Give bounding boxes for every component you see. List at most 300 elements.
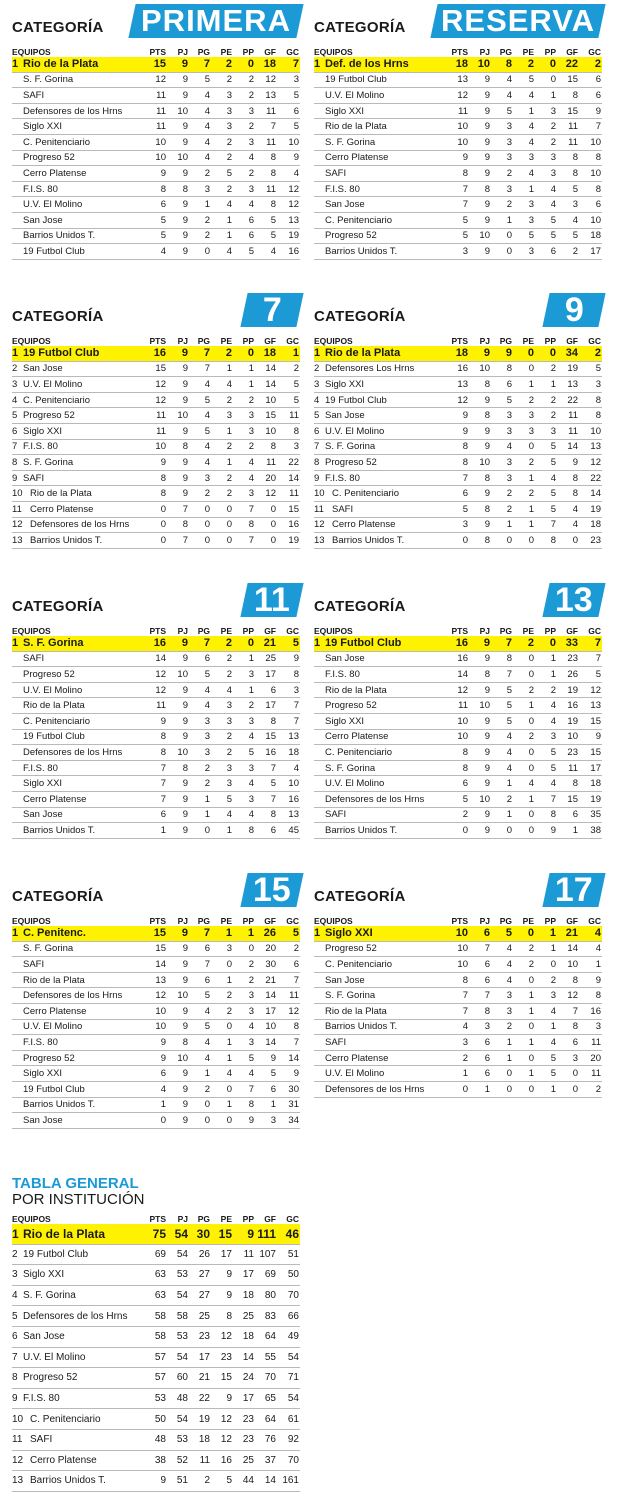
stat-pg: 1: [189, 807, 211, 823]
team-cell: [12, 88, 145, 104]
stat-pp: 3: [233, 988, 255, 1004]
column-header-equipos: EQUIPOS: [12, 915, 51, 926]
stat-gf: 11: [557, 408, 579, 424]
stat-gc: 14: [579, 486, 602, 502]
stat-pe: 2: [211, 667, 233, 683]
stat-pg: 2: [491, 166, 513, 182]
stat-pg: 4: [189, 103, 211, 119]
stat-pts: 8: [447, 972, 469, 988]
stat-pts: 10: [447, 957, 469, 973]
stat-pj: 1: [469, 1081, 491, 1097]
stat-pp: 8: [233, 823, 255, 839]
table-header-row: [12, 915, 300, 926]
team-name: Rio de la Plata: [23, 700, 85, 712]
category-header: [314, 580, 602, 625]
stat-gf: 15: [557, 103, 579, 119]
stat-pp: 1: [535, 941, 557, 957]
team-cell: [314, 228, 447, 244]
stat-pg: 0: [189, 244, 211, 260]
stat-pts: 53: [145, 1388, 167, 1409]
column-header-pp: PP: [544, 625, 556, 636]
stat-pts: 15: [145, 926, 167, 941]
stat-gc: 9: [579, 103, 602, 119]
column-header-pe: PE: [522, 625, 534, 636]
team-cell: [314, 760, 447, 776]
team-cell: [314, 776, 447, 792]
table-row: [12, 823, 300, 839]
stat-pj: 6: [469, 957, 491, 973]
stat-pe: 1: [211, 1035, 233, 1051]
stat-pe: 3: [513, 150, 535, 166]
stat-gf: 6: [557, 807, 579, 823]
team-cell: [12, 197, 145, 213]
stat-gf: 12: [557, 988, 579, 1004]
team-cell: [314, 439, 447, 455]
rank-number: 8: [12, 456, 18, 468]
stat-pg: 2: [189, 760, 211, 776]
stat-pp: 4: [535, 470, 557, 486]
stat-pg: 0: [491, 1081, 513, 1097]
stat-pe: 2: [211, 651, 233, 667]
stat-pj: 10: [469, 361, 491, 377]
team-cell: [314, 166, 447, 182]
stat-pts: 57: [145, 1347, 167, 1368]
stat-pts: 7: [447, 988, 469, 1004]
stat-gf: 64: [255, 1326, 277, 1347]
column-header-pj: PJ: [177, 625, 188, 636]
stat-pe: 0: [513, 439, 535, 455]
stat-pts: 18: [447, 346, 469, 361]
stat-gc: 13: [277, 807, 300, 823]
standings-table: [12, 915, 300, 1129]
stat-gc: 16: [277, 244, 300, 260]
team-cell: [314, 713, 447, 729]
stat-gf: 0: [255, 517, 277, 533]
stat-pj: 10: [167, 103, 189, 119]
stat-pj: 54: [167, 1244, 189, 1265]
stat-pj: 9: [469, 212, 491, 228]
category-label: CATEGORÍA: [314, 308, 406, 325]
stat-gf: 20: [255, 470, 277, 486]
team-name: C. Penitenciario: [23, 136, 91, 148]
team-cell: [314, 1035, 447, 1051]
stat-pe: 2: [211, 72, 233, 88]
team-name: Barrios Unidos T.: [325, 1021, 398, 1033]
table-row: [12, 682, 300, 698]
stat-pg: 2: [189, 1471, 211, 1492]
team-cell: [314, 988, 447, 1004]
stat-gc: 3: [579, 377, 602, 393]
stat-pts: 8: [145, 745, 167, 761]
stat-pg: 0: [189, 1097, 211, 1113]
team-name: Progreso 52: [325, 700, 377, 712]
stat-pts: 8: [447, 760, 469, 776]
stat-pts: 11: [447, 103, 469, 119]
stat-pp: 2: [233, 957, 255, 973]
column-header-gf: GF: [566, 335, 578, 346]
rank-number: 1: [12, 1226, 19, 1241]
stat-gc: 30: [277, 1081, 300, 1097]
category-badge: [240, 870, 303, 909]
stat-pj: 6: [469, 1066, 491, 1082]
stat-gc: 12: [277, 181, 300, 197]
rank-number: 7: [12, 1351, 18, 1363]
stat-gf: 8: [557, 470, 579, 486]
stat-pe: 1: [211, 1050, 233, 1066]
stat-pg: 3: [491, 988, 513, 1004]
table-row: [314, 501, 602, 517]
team-name: 19 Futbol Club: [325, 394, 387, 406]
stat-pg: 2: [189, 486, 211, 502]
table-row: [12, 1019, 300, 1035]
table-row: [12, 197, 300, 213]
stat-pp: 25: [233, 1306, 255, 1327]
team-name: Cerro Platense: [332, 519, 396, 531]
stat-pj: 7: [167, 501, 189, 517]
table-row: [12, 150, 300, 166]
team-cell: [12, 119, 145, 135]
stat-pj: 9: [469, 150, 491, 166]
stat-pts: 8: [145, 470, 167, 486]
column-header-gf: GF: [264, 915, 276, 926]
table-row: [314, 1035, 602, 1051]
team-name: Siglo XXI: [23, 425, 63, 437]
team-name: Progreso 52: [23, 152, 75, 164]
stat-pts: 58: [145, 1306, 167, 1327]
stat-pe: 2: [513, 957, 535, 973]
column-header-pj: PJ: [479, 625, 490, 636]
stat-pts: 10: [145, 1003, 167, 1019]
stat-gf: 7: [255, 760, 277, 776]
stat-pg: 0: [189, 1113, 211, 1129]
stat-pe: 3: [513, 244, 535, 260]
stat-pe: 0: [513, 807, 535, 823]
stat-gc: 38: [579, 823, 602, 839]
stat-pts: 6: [447, 486, 469, 502]
table-row: [314, 181, 602, 197]
team-cell: [314, 1050, 447, 1066]
stat-gf: 8: [557, 776, 579, 792]
stat-pp: 2: [535, 134, 557, 150]
stat-pts: 0: [447, 1081, 469, 1097]
team-name: SAFI: [23, 958, 45, 970]
stat-gc: 10: [579, 423, 602, 439]
stat-pe: 4: [513, 119, 535, 135]
team-cell: [12, 377, 145, 393]
stat-pts: 10: [447, 119, 469, 135]
stat-pp: 2: [233, 698, 255, 714]
team-name: C. Penitenc.: [23, 927, 86, 940]
rank-number: 6: [12, 425, 18, 437]
column-header-pe: PE: [522, 46, 534, 57]
team-cell: [314, 698, 447, 714]
stat-pp: 7: [535, 517, 557, 533]
stat-gf: 3: [255, 1113, 277, 1129]
stat-pe: 2: [211, 57, 233, 72]
stat-pg: 7: [491, 636, 513, 651]
stat-pj: 10: [167, 988, 189, 1004]
category-panel-primera: [12, 4, 300, 260]
stat-gf: 11: [255, 103, 277, 119]
stat-pg: 5: [491, 103, 513, 119]
team-name: Barrios Unidos T.: [30, 1475, 106, 1487]
category-label: CATEGORÍA: [12, 888, 104, 905]
rank-number: 2: [12, 363, 18, 375]
stat-pg: 5: [491, 682, 513, 698]
stat-gf: 8: [255, 166, 277, 182]
category-badge: [542, 290, 605, 329]
stat-pp: 1: [535, 651, 557, 667]
stat-pp: 4: [233, 470, 255, 486]
team-cell: [12, 392, 145, 408]
stat-pts: 5: [447, 228, 469, 244]
table-row: [314, 651, 602, 667]
team-cell: [12, 455, 145, 471]
team-cell: [12, 636, 145, 651]
column-header-equipos: EQUIPOS: [12, 625, 51, 636]
team-name: Cerro Platense: [325, 152, 389, 164]
stat-pj: 9: [167, 423, 189, 439]
team-cell: [12, 346, 145, 361]
team-name: U.V. El Molino: [325, 425, 385, 437]
general-standings-table: [12, 1213, 300, 1492]
team-cell: [314, 377, 447, 393]
team-name: Cerro Platense: [30, 1454, 97, 1466]
team-cell: [12, 1450, 145, 1471]
stat-pts: 14: [145, 651, 167, 667]
stat-gc: 45: [277, 823, 300, 839]
team-cell: [12, 439, 145, 455]
team-name: 19 Futbol Club: [23, 1248, 89, 1260]
stat-gc: 5: [579, 361, 602, 377]
team-cell: [12, 760, 145, 776]
column-header-pg: PG: [197, 915, 210, 926]
category-panel-17: [314, 870, 602, 1098]
team-name: SAFI: [30, 1434, 53, 1446]
table-row: [12, 470, 300, 486]
stat-pts: 6: [447, 776, 469, 792]
category-panel-7: [12, 290, 300, 549]
team-name: Rio de la Plata: [325, 347, 401, 360]
stat-gc: 51: [277, 1244, 300, 1265]
stat-pe: 3: [513, 197, 535, 213]
stat-pj: 51: [167, 1471, 189, 1492]
column-header-gf: GF: [566, 46, 578, 57]
stat-gc: 71: [277, 1368, 300, 1389]
stat-pp: 7: [233, 533, 255, 549]
team-cell: [314, 636, 447, 651]
stat-pj: 10: [469, 455, 491, 471]
stat-pg: 4: [491, 760, 513, 776]
stat-pj: 9: [167, 228, 189, 244]
table-row: [314, 244, 602, 260]
stat-gc: 1: [277, 346, 300, 361]
stat-gc: 18: [579, 228, 602, 244]
stat-pj: 9: [167, 361, 189, 377]
table-row: [314, 698, 602, 714]
stat-gc: 5: [277, 377, 300, 393]
stat-pj: 9: [167, 1066, 189, 1082]
team-cell: [314, 972, 447, 988]
stat-gc: 16: [277, 517, 300, 533]
column-header-equipos: EQUIPOS: [314, 625, 353, 636]
stat-pe: 2: [211, 150, 233, 166]
stat-pg: 4: [189, 88, 211, 104]
team-cell: [12, 972, 145, 988]
team-name: C. Penitenciario: [325, 746, 393, 758]
team-cell: [12, 423, 145, 439]
table-row: [314, 667, 602, 683]
team-name: Rio de la Plata: [30, 488, 92, 500]
team-name: Defensores de los Hrns: [23, 1310, 128, 1322]
column-header-pe: PE: [220, 335, 232, 346]
stat-gc: 15: [579, 713, 602, 729]
stat-gf: 5: [557, 228, 579, 244]
stat-pg: 3: [189, 713, 211, 729]
table-row: [12, 486, 300, 502]
team-cell: [12, 517, 145, 533]
stat-pp: 2: [535, 682, 557, 698]
table-row: [314, 972, 602, 988]
stat-pp: 5: [535, 212, 557, 228]
stat-gf: 8: [557, 1019, 579, 1035]
team-cell: [314, 72, 447, 88]
column-header-gc: GC: [286, 335, 299, 346]
column-header-pg: PG: [499, 46, 512, 57]
stat-pj: 9: [469, 807, 491, 823]
stat-gf: 1: [255, 1097, 277, 1113]
table-row: [12, 134, 300, 150]
stat-pe: 2: [513, 57, 535, 72]
team-cell: [314, 651, 447, 667]
table-row: [12, 228, 300, 244]
category-badge: [128, 4, 303, 38]
stat-pts: 15: [145, 941, 167, 957]
stat-pp: 3: [535, 150, 557, 166]
team-cell: [314, 926, 447, 941]
team-cell: [12, 745, 145, 761]
category-panel-9: [314, 290, 602, 549]
stat-gf: 11: [255, 134, 277, 150]
stat-pg: 8: [491, 651, 513, 667]
stat-gc: 4: [277, 760, 300, 776]
team-name: F.I.S. 80: [23, 1393, 60, 1405]
stat-pp: 3: [233, 134, 255, 150]
stat-pts: 8: [145, 486, 167, 502]
column-header-pp: PP: [544, 335, 556, 346]
stat-gf: 15: [255, 729, 277, 745]
stat-pts: 7: [145, 776, 167, 792]
table-row: [314, 517, 602, 533]
team-name: Siglo XXI: [23, 778, 63, 790]
category-header: [12, 4, 300, 46]
team-cell: [314, 408, 447, 424]
table-header-row: [12, 1213, 300, 1224]
stat-gf: 9: [557, 455, 579, 471]
stat-pg: 1: [189, 791, 211, 807]
team-name: San Jose: [23, 1114, 63, 1126]
team-name: Defensores Los Hrns: [325, 363, 415, 375]
stat-pj: 9: [167, 346, 189, 361]
stat-pts: 11: [447, 698, 469, 714]
stat-gf: 19: [557, 361, 579, 377]
team-cell: [314, 1003, 447, 1019]
stat-gf: 37: [255, 1450, 277, 1471]
team-name: Barrios Unidos T.: [325, 245, 398, 257]
stat-pp: 2: [233, 88, 255, 104]
team-name: Cerro Platense: [325, 731, 389, 743]
stat-pj: 9: [167, 823, 189, 839]
stat-gc: 70: [277, 1285, 300, 1306]
stat-pg: 5: [189, 667, 211, 683]
stat-gf: 14: [557, 439, 579, 455]
stat-pj: 9: [167, 134, 189, 150]
stat-pp: 2: [535, 972, 557, 988]
stat-pj: 54: [167, 1409, 189, 1430]
stat-pp: 1: [535, 88, 557, 104]
team-cell: [12, 166, 145, 182]
stat-pts: 11: [145, 119, 167, 135]
stat-pp: 4: [535, 181, 557, 197]
team-name: San Jose: [325, 653, 365, 665]
stat-gf: 19: [557, 682, 579, 698]
stat-gf: 16: [557, 698, 579, 714]
table-row: [314, 150, 602, 166]
team-name: Cerro Platense: [23, 1005, 87, 1017]
team-name: Barrios Unidos T.: [30, 534, 103, 546]
stat-pp: 4: [535, 1003, 557, 1019]
team-name: SAFI: [23, 472, 45, 484]
standings-table: [12, 335, 300, 549]
category-badge-text: RESERVA: [440, 3, 595, 38]
team-name: San Jose: [325, 974, 365, 986]
column-header-pj: PJ: [177, 335, 188, 346]
table-row: [314, 776, 602, 792]
stat-pp: 1: [535, 1081, 557, 1097]
stat-pe: 1: [513, 1066, 535, 1082]
stat-gc: 7: [579, 119, 602, 135]
table-row: [12, 1244, 300, 1265]
stat-pg: 5: [189, 423, 211, 439]
table-header-row: [314, 335, 602, 346]
stat-gf: 3: [557, 1050, 579, 1066]
stat-pg: 4: [491, 745, 513, 761]
table-row: [314, 1066, 602, 1082]
stat-pj: 8: [469, 501, 491, 517]
stat-pj: 9: [469, 392, 491, 408]
team-cell: [12, 807, 145, 823]
team-cell: [314, 486, 447, 502]
team-cell: [314, 244, 447, 260]
stat-pe: 3: [513, 212, 535, 228]
stat-pts: 0: [145, 533, 167, 549]
table-row: [12, 455, 300, 471]
stat-gc: 2: [579, 1081, 602, 1097]
stat-pe: 1: [513, 470, 535, 486]
stat-pj: 9: [469, 745, 491, 761]
rank-number: 1: [12, 58, 19, 71]
stat-pj: 9: [167, 119, 189, 135]
stat-pp: 18: [233, 1326, 255, 1347]
stat-gc: 14: [277, 470, 300, 486]
team-name: Siglo XXI: [325, 105, 365, 117]
team-name: Siglo XXI: [23, 1068, 63, 1080]
stat-pg: 4: [491, 439, 513, 455]
stat-pj: 9: [167, 926, 189, 941]
table-row: [12, 212, 300, 228]
stat-pe: 4: [211, 682, 233, 698]
stat-pp: 3: [233, 181, 255, 197]
